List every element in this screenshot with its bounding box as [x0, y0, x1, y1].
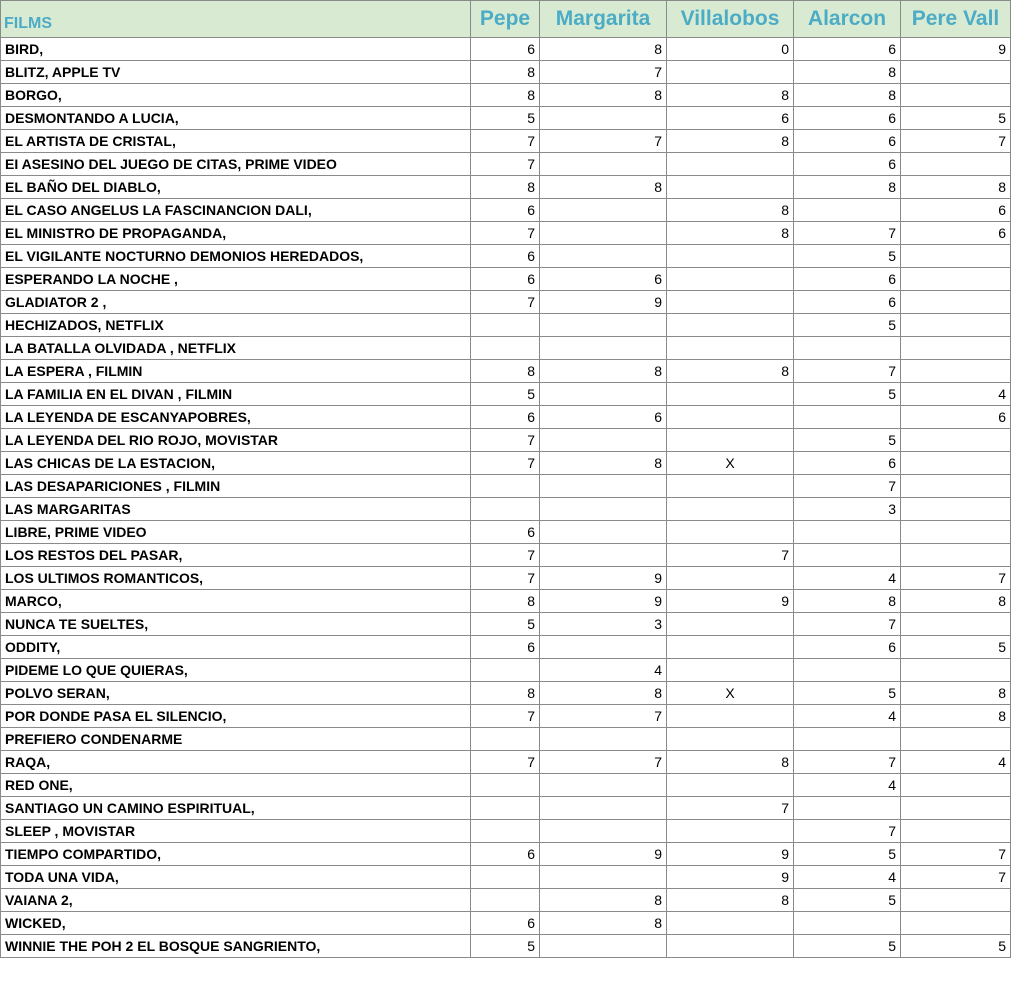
- score-cell[interactable]: [471, 728, 540, 751]
- score-cell[interactable]: 8: [471, 84, 540, 107]
- score-cell[interactable]: [667, 291, 794, 314]
- score-cell[interactable]: 8: [901, 682, 1011, 705]
- film-title-cell[interactable]: POR DONDE PASA EL SILENCIO,: [1, 705, 471, 728]
- score-cell[interactable]: [471, 820, 540, 843]
- header-alarcon[interactable]: Alarcon: [794, 1, 901, 38]
- score-cell[interactable]: 3: [540, 613, 667, 636]
- score-cell[interactable]: 8: [471, 590, 540, 613]
- table-row: [1, 130, 1011, 153]
- score-cell[interactable]: [667, 567, 794, 590]
- score-cell[interactable]: [540, 337, 667, 360]
- table-row: [1, 820, 1011, 843]
- score-cell[interactable]: 9: [540, 843, 667, 866]
- film-title-cell[interactable]: ODDITY,: [1, 636, 471, 659]
- table-row: [1, 751, 1011, 774]
- score-cell[interactable]: [901, 521, 1011, 544]
- film-title-cell[interactable]: LA LEYENDA DE ESCANYAPOBRES,: [1, 406, 471, 429]
- film-title-cell[interactable]: EL CASO ANGELUS LA FASCINANCION DALI,: [1, 199, 471, 222]
- score-cell[interactable]: [667, 268, 794, 291]
- table-row: [1, 728, 1011, 751]
- score-cell[interactable]: 8: [540, 176, 667, 199]
- film-title-cell[interactable]: TODA UNA VIDA,: [1, 866, 471, 889]
- table-row: [1, 544, 1011, 567]
- header-margarita[interactable]: Margarita: [540, 1, 667, 38]
- film-title-cell[interactable]: SLEEP , MOVISTAR: [1, 820, 471, 843]
- score-cell[interactable]: [901, 820, 1011, 843]
- score-cell[interactable]: 8: [471, 176, 540, 199]
- score-cell[interactable]: 8: [540, 452, 667, 475]
- score-cell[interactable]: [540, 521, 667, 544]
- table-row: [1, 383, 1011, 406]
- score-cell[interactable]: [667, 475, 794, 498]
- score-cell[interactable]: [901, 544, 1011, 567]
- table-row: [1, 843, 1011, 866]
- score-cell[interactable]: 8: [667, 360, 794, 383]
- score-cell[interactable]: 5: [794, 935, 901, 958]
- score-cell[interactable]: 5: [471, 613, 540, 636]
- score-cell[interactable]: 8: [901, 176, 1011, 199]
- film-title-cell[interactable]: BIRD,: [1, 38, 471, 61]
- score-cell[interactable]: [794, 544, 901, 567]
- score-cell[interactable]: [471, 797, 540, 820]
- score-cell[interactable]: [794, 797, 901, 820]
- score-cell[interactable]: 4: [901, 383, 1011, 406]
- score-cell[interactable]: [667, 176, 794, 199]
- film-title-cell[interactable]: EL ARTISTA DE CRISTAL,: [1, 130, 471, 153]
- score-cell[interactable]: 8: [901, 705, 1011, 728]
- table-row: [1, 912, 1011, 935]
- score-cell[interactable]: 8: [540, 912, 667, 935]
- film-title-cell[interactable]: LA LEYENDA DEL RIO ROJO, MOVISTAR: [1, 429, 471, 452]
- film-title-cell[interactable]: EL BAÑO DEL DIABLO,: [1, 176, 471, 199]
- film-title-cell[interactable]: LA BATALLA OLVIDADA , NETFLIX: [1, 337, 471, 360]
- score-cell[interactable]: [471, 498, 540, 521]
- score-cell[interactable]: 8: [540, 360, 667, 383]
- score-cell[interactable]: [901, 728, 1011, 751]
- table-row: [1, 866, 1011, 889]
- score-cell[interactable]: 9: [667, 843, 794, 866]
- score-cell[interactable]: 6: [794, 153, 901, 176]
- score-cell[interactable]: [540, 935, 667, 958]
- table-row: [1, 176, 1011, 199]
- score-cell[interactable]: [540, 820, 667, 843]
- score-cell[interactable]: 8: [540, 889, 667, 912]
- table-row: [1, 498, 1011, 521]
- table-row: [1, 935, 1011, 958]
- score-cell[interactable]: X: [667, 682, 794, 705]
- score-cell[interactable]: 7: [901, 567, 1011, 590]
- table-row: [1, 291, 1011, 314]
- score-cell[interactable]: [471, 475, 540, 498]
- score-cell[interactable]: 5: [901, 636, 1011, 659]
- score-cell[interactable]: [794, 199, 901, 222]
- score-cell[interactable]: [667, 337, 794, 360]
- score-cell[interactable]: 5: [794, 245, 901, 268]
- score-cell[interactable]: 7: [471, 544, 540, 567]
- score-cell[interactable]: 7: [471, 130, 540, 153]
- film-title-cell[interactable]: LAS DESAPARICIONES , FILMIN: [1, 475, 471, 498]
- film-title-cell[interactable]: LAS CHICAS DE LA ESTACION,: [1, 452, 471, 475]
- film-title-cell[interactable]: LA ESPERA , FILMIN: [1, 360, 471, 383]
- score-cell[interactable]: 7: [471, 153, 540, 176]
- score-cell[interactable]: 7: [901, 866, 1011, 889]
- film-title-cell[interactable]: RED ONE,: [1, 774, 471, 797]
- header-pere-vall[interactable]: Pere Vall: [901, 1, 1011, 38]
- score-cell[interactable]: 3: [794, 498, 901, 521]
- film-title-cell[interactable]: GLADIATOR 2 ,: [1, 291, 471, 314]
- score-cell[interactable]: 7: [540, 130, 667, 153]
- score-cell[interactable]: 8: [471, 360, 540, 383]
- score-cell[interactable]: 7: [901, 130, 1011, 153]
- film-rows: [1, 38, 1011, 958]
- film-title-cell[interactable]: POLVO SERAN,: [1, 682, 471, 705]
- score-cell[interactable]: 7: [471, 222, 540, 245]
- table-row: [1, 245, 1011, 268]
- score-cell[interactable]: [901, 429, 1011, 452]
- score-cell[interactable]: [901, 245, 1011, 268]
- score-cell[interactable]: 8: [794, 176, 901, 199]
- score-cell[interactable]: 9: [901, 38, 1011, 61]
- score-cell[interactable]: 5: [471, 107, 540, 130]
- score-cell[interactable]: [794, 659, 901, 682]
- score-cell[interactable]: [471, 337, 540, 360]
- score-cell[interactable]: [471, 659, 540, 682]
- score-cell[interactable]: 8: [471, 61, 540, 84]
- table-row: [1, 38, 1011, 61]
- table-row: [1, 268, 1011, 291]
- score-cell[interactable]: 5: [794, 383, 901, 406]
- score-cell[interactable]: [540, 797, 667, 820]
- score-cell[interactable]: [540, 429, 667, 452]
- score-cell[interactable]: [667, 245, 794, 268]
- table-row: [1, 360, 1011, 383]
- score-cell[interactable]: 8: [667, 130, 794, 153]
- score-cell[interactable]: 8: [540, 682, 667, 705]
- score-cell[interactable]: X: [667, 452, 794, 475]
- score-cell[interactable]: [667, 820, 794, 843]
- score-cell[interactable]: 5: [901, 107, 1011, 130]
- header-row: [1, 1, 1011, 38]
- score-cell[interactable]: 6: [471, 268, 540, 291]
- film-title-cell[interactable]: HECHIZADOS, NETFLIX: [1, 314, 471, 337]
- film-title-cell[interactable]: ESPERANDO LA NOCHE ,: [1, 268, 471, 291]
- score-cell[interactable]: [540, 728, 667, 751]
- score-cell[interactable]: 9: [540, 567, 667, 590]
- score-cell[interactable]: [667, 429, 794, 452]
- score-cell[interactable]: [540, 636, 667, 659]
- table-row: [1, 636, 1011, 659]
- film-title-cell[interactable]: RAQA,: [1, 751, 471, 774]
- score-cell[interactable]: [667, 498, 794, 521]
- score-cell[interactable]: 8: [471, 682, 540, 705]
- score-cell[interactable]: [667, 613, 794, 636]
- film-title-cell[interactable]: MARCO,: [1, 590, 471, 613]
- score-cell[interactable]: [794, 337, 901, 360]
- score-cell[interactable]: 8: [540, 38, 667, 61]
- table-row: [1, 682, 1011, 705]
- score-cell[interactable]: [901, 797, 1011, 820]
- score-cell[interactable]: 7: [471, 567, 540, 590]
- score-cell[interactable]: [794, 912, 901, 935]
- film-title-cell[interactable]: EL MINISTRO DE PROPAGANDA,: [1, 222, 471, 245]
- score-cell[interactable]: [667, 636, 794, 659]
- score-cell[interactable]: [901, 360, 1011, 383]
- table-row: [1, 613, 1011, 636]
- score-cell[interactable]: 4: [901, 751, 1011, 774]
- score-cell[interactable]: 7: [667, 544, 794, 567]
- table-row: [1, 199, 1011, 222]
- score-cell[interactable]: 5: [794, 314, 901, 337]
- header-villalobos[interactable]: Villalobos: [667, 1, 794, 38]
- score-cell[interactable]: [540, 383, 667, 406]
- table-row: [1, 406, 1011, 429]
- score-cell[interactable]: [667, 728, 794, 751]
- score-cell[interactable]: 7: [471, 751, 540, 774]
- score-cell[interactable]: 5: [471, 383, 540, 406]
- score-cell[interactable]: 7: [540, 751, 667, 774]
- film-title-cell[interactable]: LIBRE, PRIME VIDEO: [1, 521, 471, 544]
- score-cell[interactable]: 5: [901, 935, 1011, 958]
- score-cell[interactable]: 6: [471, 199, 540, 222]
- table-row: [1, 475, 1011, 498]
- header-pepe[interactable]: Pepe: [471, 1, 540, 38]
- score-cell[interactable]: 6: [471, 406, 540, 429]
- film-title-cell[interactable]: BORGO,: [1, 84, 471, 107]
- score-cell[interactable]: [540, 475, 667, 498]
- score-cell[interactable]: [901, 498, 1011, 521]
- score-cell[interactable]: [901, 452, 1011, 475]
- score-cell[interactable]: 6: [540, 268, 667, 291]
- score-cell[interactable]: 5: [794, 889, 901, 912]
- score-cell[interactable]: 6: [794, 38, 901, 61]
- table-row: [1, 107, 1011, 130]
- score-cell[interactable]: 7: [794, 222, 901, 245]
- film-title-cell[interactable]: SANTIAGO UN CAMINO ESPIRITUAL,: [1, 797, 471, 820]
- score-cell[interactable]: 5: [794, 843, 901, 866]
- score-cell[interactable]: [794, 728, 901, 751]
- score-cell[interactable]: 0: [667, 38, 794, 61]
- score-cell[interactable]: [540, 199, 667, 222]
- film-title-cell[interactable]: PIDEME LO QUE QUIERAS,: [1, 659, 471, 682]
- score-cell[interactable]: [540, 153, 667, 176]
- score-cell[interactable]: [667, 406, 794, 429]
- table-row: [1, 521, 1011, 544]
- score-cell[interactable]: [901, 268, 1011, 291]
- film-title-cell[interactable]: NUNCA TE SUELTES,: [1, 613, 471, 636]
- score-cell[interactable]: 7: [794, 820, 901, 843]
- score-cell[interactable]: 7: [540, 61, 667, 84]
- score-cell[interactable]: 8: [667, 222, 794, 245]
- film-title-cell[interactable]: WICKED,: [1, 912, 471, 935]
- score-cell[interactable]: 8: [901, 590, 1011, 613]
- score-cell[interactable]: [540, 107, 667, 130]
- score-cell[interactable]: [667, 935, 794, 958]
- score-cell[interactable]: [667, 61, 794, 84]
- score-cell[interactable]: [794, 406, 901, 429]
- score-cell[interactable]: [540, 544, 667, 567]
- score-cell[interactable]: [471, 774, 540, 797]
- score-cell[interactable]: 6: [901, 222, 1011, 245]
- score-cell[interactable]: [667, 705, 794, 728]
- film-title-cell[interactable]: DESMONTANDO A LUCIA,: [1, 107, 471, 130]
- score-cell[interactable]: 8: [667, 199, 794, 222]
- score-cell[interactable]: [667, 912, 794, 935]
- score-cell[interactable]: 8: [794, 590, 901, 613]
- score-cell[interactable]: 7: [901, 843, 1011, 866]
- score-cell[interactable]: [667, 521, 794, 544]
- score-cell[interactable]: [901, 475, 1011, 498]
- score-cell[interactable]: 6: [540, 406, 667, 429]
- score-cell[interactable]: 6: [794, 291, 901, 314]
- score-cell[interactable]: 7: [794, 475, 901, 498]
- score-cell[interactable]: [667, 153, 794, 176]
- table-row: [1, 797, 1011, 820]
- score-cell[interactable]: [901, 613, 1011, 636]
- score-cell[interactable]: [667, 383, 794, 406]
- table-row: [1, 222, 1011, 245]
- score-cell[interactable]: 8: [540, 84, 667, 107]
- score-cell[interactable]: [901, 61, 1011, 84]
- score-cell[interactable]: 4: [794, 866, 901, 889]
- score-cell[interactable]: 6: [471, 38, 540, 61]
- score-cell[interactable]: 9: [540, 590, 667, 613]
- film-title-cell[interactable]: LOS RESTOS DEL PASAR,: [1, 544, 471, 567]
- score-cell[interactable]: [901, 912, 1011, 935]
- table-row: [1, 153, 1011, 176]
- score-cell[interactable]: 8: [667, 889, 794, 912]
- table-row: [1, 314, 1011, 337]
- score-cell[interactable]: 8: [794, 84, 901, 107]
- score-cell[interactable]: 6: [901, 199, 1011, 222]
- film-title-cell[interactable]: PREFIERO CONDENARME: [1, 728, 471, 751]
- score-cell[interactable]: 6: [794, 130, 901, 153]
- score-cell[interactable]: [540, 314, 667, 337]
- score-cell[interactable]: [667, 314, 794, 337]
- film-title-cell[interactable]: EI ASESINO DEL JUEGO DE CITAS, PRIME VIDEO: [1, 153, 471, 176]
- score-cell[interactable]: 7: [794, 360, 901, 383]
- score-cell[interactable]: 7: [471, 452, 540, 475]
- score-cell[interactable]: [667, 659, 794, 682]
- table-row: [1, 567, 1011, 590]
- score-cell[interactable]: 4: [540, 659, 667, 682]
- score-cell[interactable]: [901, 659, 1011, 682]
- score-cell[interactable]: [540, 498, 667, 521]
- score-cell[interactable]: [471, 314, 540, 337]
- score-cell[interactable]: 5: [794, 682, 901, 705]
- score-cell[interactable]: 7: [471, 705, 540, 728]
- score-cell[interactable]: 7: [471, 291, 540, 314]
- score-cell[interactable]: 6: [471, 245, 540, 268]
- score-cell[interactable]: [901, 84, 1011, 107]
- score-cell[interactable]: 4: [794, 774, 901, 797]
- score-cell[interactable]: 7: [471, 429, 540, 452]
- score-cell[interactable]: [901, 337, 1011, 360]
- table-row: [1, 84, 1011, 107]
- film-title-cell[interactable]: BLITZ, APPLE TV: [1, 61, 471, 84]
- table-row: [1, 590, 1011, 613]
- header-films[interactable]: FILMS: [1, 1, 471, 38]
- score-cell[interactable]: 5: [794, 429, 901, 452]
- score-cell[interactable]: 7: [794, 751, 901, 774]
- score-cell[interactable]: 6: [794, 268, 901, 291]
- film-title-cell[interactable]: WINNIE THE POH 2 EL BOSQUE SANGRIENTO,: [1, 935, 471, 958]
- score-cell[interactable]: [794, 521, 901, 544]
- score-cell[interactable]: 6: [471, 912, 540, 935]
- film-title-cell[interactable]: TIEMPO COMPARTIDO,: [1, 843, 471, 866]
- film-title-cell[interactable]: VAIANA 2,: [1, 889, 471, 912]
- score-cell[interactable]: [667, 774, 794, 797]
- table-row: [1, 774, 1011, 797]
- film-title-cell[interactable]: LA FAMILIA EN EL DIVAN , FILMIN: [1, 383, 471, 406]
- score-cell[interactable]: [901, 774, 1011, 797]
- table-row: [1, 705, 1011, 728]
- score-cell[interactable]: [901, 291, 1011, 314]
- score-cell[interactable]: 6: [901, 406, 1011, 429]
- table-row: [1, 452, 1011, 475]
- score-cell[interactable]: [540, 866, 667, 889]
- score-cell[interactable]: [540, 774, 667, 797]
- film-title-cell[interactable]: EL VIGILANTE NOCTURNO DEMONIOS HEREDADOS,: [1, 245, 471, 268]
- score-cell[interactable]: 8: [667, 84, 794, 107]
- score-cell[interactable]: 6: [471, 521, 540, 544]
- score-cell[interactable]: 7: [540, 705, 667, 728]
- score-cell[interactable]: 6: [794, 107, 901, 130]
- score-cell[interactable]: 5: [471, 935, 540, 958]
- table-row: [1, 337, 1011, 360]
- table-row: [1, 889, 1011, 912]
- score-cell[interactable]: [901, 889, 1011, 912]
- score-cell[interactable]: 6: [667, 107, 794, 130]
- score-cell[interactable]: 4: [794, 567, 901, 590]
- score-cell[interactable]: [901, 314, 1011, 337]
- film-title-cell[interactable]: LOS ULTIMOS ROMANTICOS,: [1, 567, 471, 590]
- score-cell[interactable]: [471, 889, 540, 912]
- score-cell[interactable]: 8: [794, 61, 901, 84]
- score-cell[interactable]: 4: [794, 705, 901, 728]
- table-row: [1, 659, 1011, 682]
- table-row: [1, 61, 1011, 84]
- score-cell[interactable]: 6: [794, 636, 901, 659]
- score-cell[interactable]: 9: [540, 291, 667, 314]
- score-cell[interactable]: 6: [471, 843, 540, 866]
- score-cell[interactable]: [471, 866, 540, 889]
- score-cell[interactable]: [540, 245, 667, 268]
- score-cell[interactable]: 7: [794, 613, 901, 636]
- score-cell[interactable]: 6: [471, 636, 540, 659]
- score-cell[interactable]: [540, 222, 667, 245]
- score-cell[interactable]: [901, 153, 1011, 176]
- score-cell[interactable]: 9: [667, 866, 794, 889]
- score-cell[interactable]: 7: [667, 797, 794, 820]
- table-row: [1, 429, 1011, 452]
- score-cell[interactable]: 8: [667, 751, 794, 774]
- score-cell[interactable]: 9: [667, 590, 794, 613]
- score-cell[interactable]: 6: [794, 452, 901, 475]
- film-title-cell[interactable]: LAS MARGARITAS: [1, 498, 471, 521]
